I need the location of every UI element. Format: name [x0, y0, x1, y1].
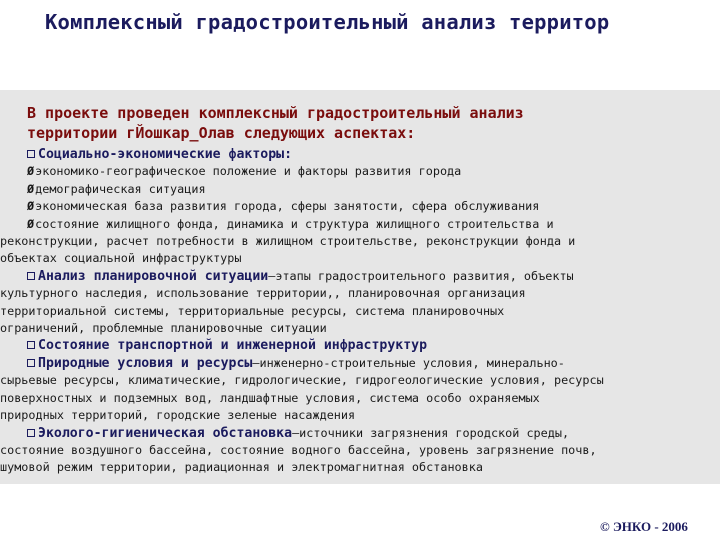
section-natural — [27, 355, 720, 372]
arrow-bullet-icon: Ø — [27, 216, 35, 231]
list-item — [27, 198, 720, 215]
section-continuation: ограничений, проблемные планировочные ситуации — [0, 321, 327, 336]
list-item-continuation: реконструкции, расчет потребности в жилищном строительстве, реконструкции фонда и — [0, 234, 576, 249]
content — [0, 103, 720, 477]
section-continuation: территориальной системы, территориальные ресурсы, система планировочных — [0, 303, 505, 318]
checkbox-bullet-icon — [27, 272, 35, 280]
intro-line: В проекте проведен комплексный градостроительный анализ — [27, 104, 524, 122]
intro — [27, 103, 720, 143]
section-heading: Анализ планировочной ситуации — [38, 268, 269, 284]
arrow-bullet-icon: Ø — [27, 199, 35, 214]
section-continuation: сырьевые ресурсы, климатические, гидрологические, гидрогеологические условия, ресурсы — [0, 373, 604, 388]
section-heading: Природные условия и ресурсы — [38, 355, 253, 371]
section-infrastructure — [27, 337, 720, 354]
list-item-text: демографическая ситуация — [35, 181, 206, 196]
footer-copyright: © ЭНКО - 2006 — [600, 519, 688, 534]
section-social-economic — [27, 146, 720, 163]
page-title: Комплексный градостроительный анализ территор — [45, 10, 610, 34]
list-item-continuation: объектах социальной инфраструктуры — [0, 251, 242, 266]
list-item — [27, 216, 720, 233]
checkbox-bullet-icon — [27, 429, 35, 437]
section-continuation: поверхностных и подземных вод, ландшафтные условия, система особо охраняемых — [0, 390, 540, 405]
section-continuation: состояние воздушного бассейна, состояние водного бассейна, уровень загрязнение почв, — [0, 442, 597, 457]
list-item-text: экономическая база развития города, сферы занятости, сфера обслуживания — [35, 199, 540, 214]
section-continuation: природных территорий, городские зеленые насаждения — [0, 408, 356, 423]
section-text: –инженерно-строительные условия, минерально- — [252, 355, 565, 370]
section-heading: Социально-экономические факторы: — [38, 147, 293, 162]
list-item-text: состояние жилищного фонда, динамика и структура жилищного строительства и — [35, 216, 554, 231]
list-item — [27, 181, 720, 198]
section-planning — [27, 268, 720, 285]
section-text: –этапы градостроительного развития, объекты — [268, 268, 574, 283]
section-continuation: культурного наследия, использование территории,, планировочная организация — [0, 286, 526, 301]
list-item-text: экономико-географическое положение и факторы развития города — [35, 164, 462, 179]
checkbox-bullet-icon — [27, 150, 35, 158]
section-ecology — [27, 425, 720, 442]
arrow-bullet-icon: Ø — [27, 164, 35, 179]
list-item — [27, 163, 720, 180]
section-heading: Состояние транспортной и инженерной инфраструктур — [38, 338, 428, 354]
section-continuation: шумовой режим территории, радиационная и электромагнитная обстановка — [0, 460, 483, 475]
checkbox-bullet-icon — [27, 359, 35, 367]
section-text: –источники загрязнения городской среды, — [292, 425, 570, 440]
section-heading: Эколого-гигиеническая обстановка — [38, 425, 293, 441]
intro-line: территории гЙошкар_Олав следующих аспектах: — [27, 124, 416, 142]
arrow-bullet-icon: Ø — [27, 181, 35, 196]
checkbox-bullet-icon — [27, 341, 35, 349]
